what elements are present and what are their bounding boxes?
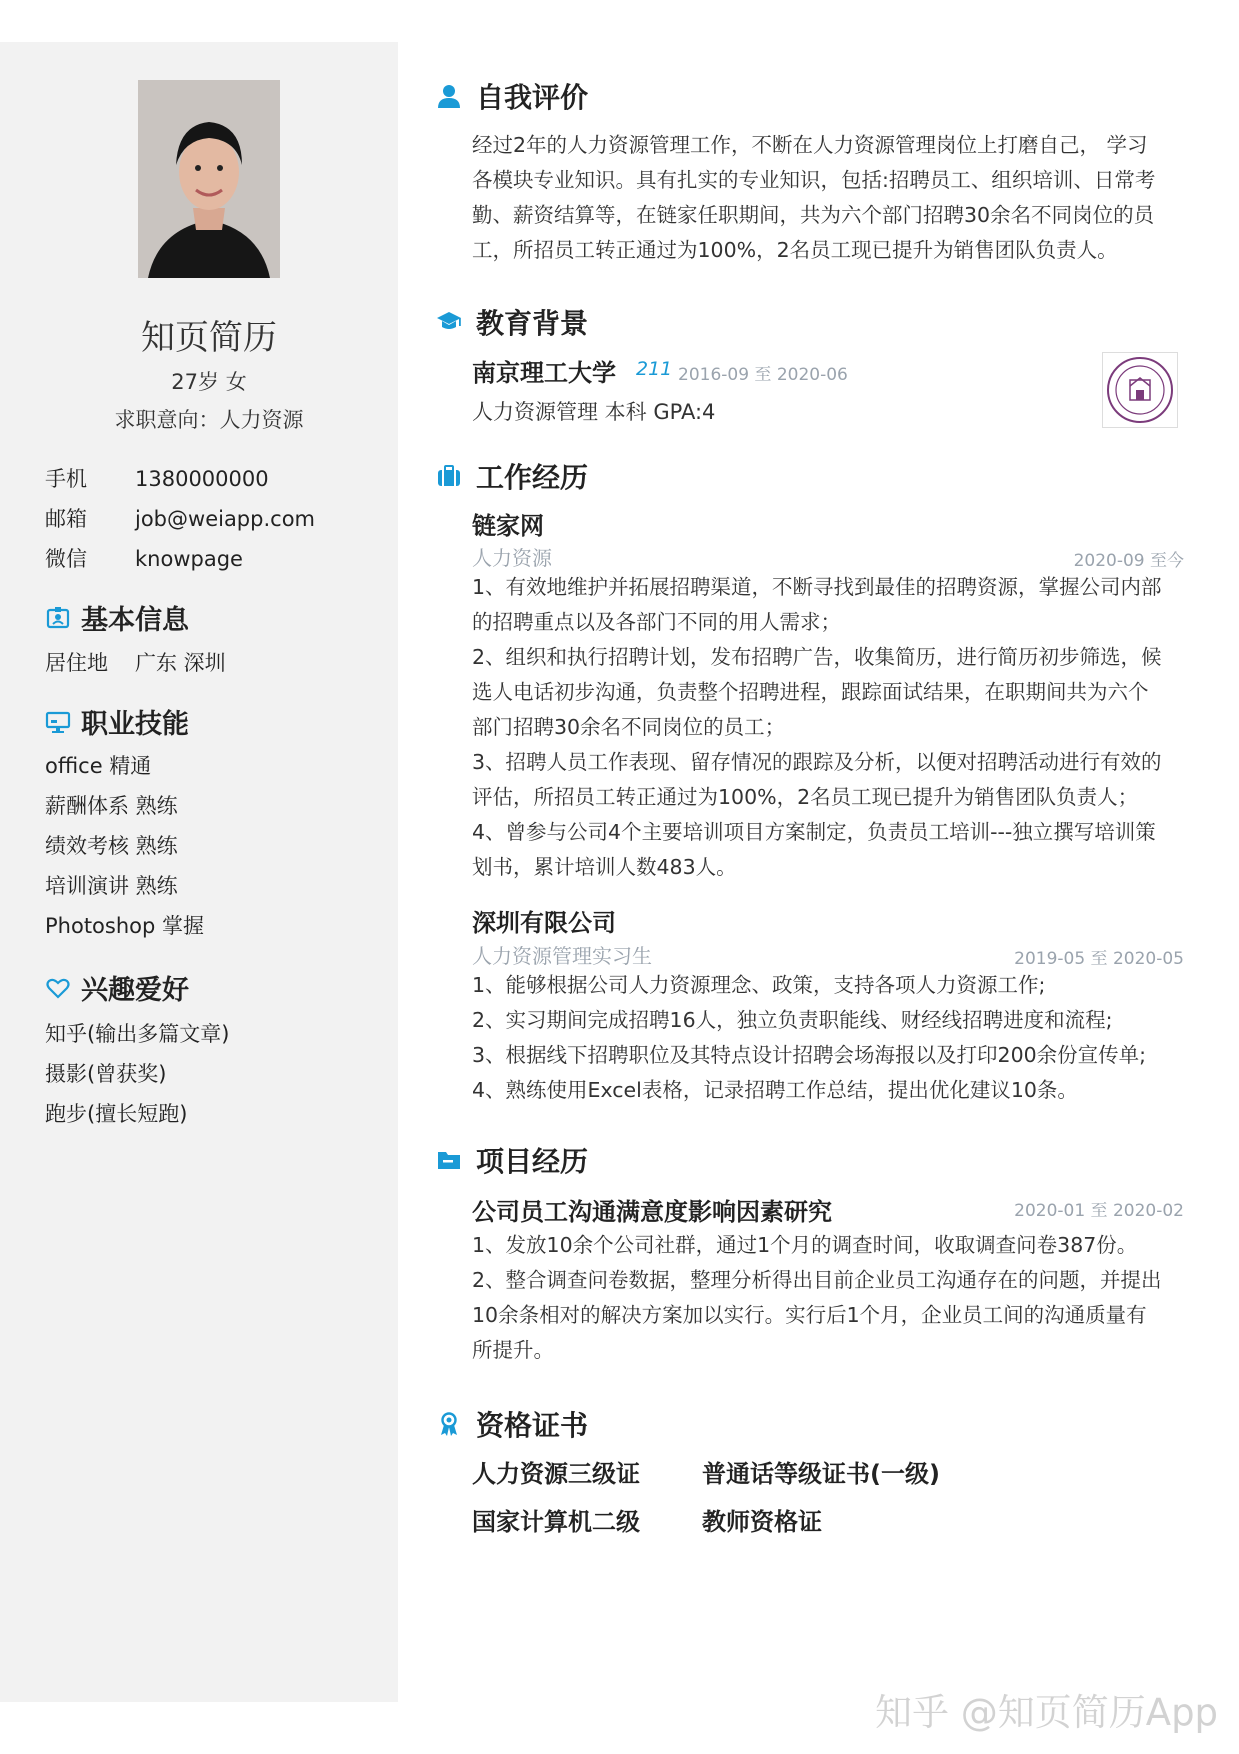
residence-label: 居住地 (45, 651, 108, 675)
skill-item: Photoshop 掌握 (45, 914, 205, 938)
profile-name: 知页简历 (141, 318, 277, 358)
text-line: 10余条相对的解决方案加以实行。实行后1个月，企业员工间的沟通质量有 (472, 1303, 1147, 1327)
text-line: 1、有效地维护并拓展招聘渠道，不断寻找到最佳的招聘资源，掌握公司内部 (472, 575, 1162, 599)
self-eval-heading (436, 76, 588, 116)
project-date: 2020-01 至 2020-02 (1014, 1201, 1184, 1221)
text-line: 勤、薪资结算等，在链家任职期间，共为六个部门招聘30余名不同岗位的员 (472, 203, 1155, 227)
award-ribbon-icon (436, 1411, 462, 1437)
text-line: 划书，累计培训人数483人。 (472, 855, 737, 879)
skills-heading (45, 702, 189, 741)
hobby-item: 知乎(输出多篇文章) (45, 1022, 230, 1046)
text-line: 的招聘重点以及各部门不同的用人需求； (472, 610, 841, 634)
project-name: 公司员工沟通满意度影响因素研究 (472, 1198, 832, 1226)
text-line: 工，所招员工转正通过为100%，2名员工现已提升为销售团队负责人。 (472, 238, 1118, 262)
certs-heading (436, 1404, 588, 1444)
contact-wechat (45, 543, 243, 573)
contact-label: 邮箱 (45, 507, 87, 531)
education-detail: 人力资源管理 本科 GPA:4 (472, 400, 716, 424)
work-title: 工作经历 (476, 461, 589, 494)
contact-phone (45, 463, 269, 493)
contact-value: job@weiapp.com (135, 507, 315, 531)
briefcase-icon (436, 463, 462, 489)
cert-item: 普通话等级证书(一级) (702, 1460, 940, 1488)
folder-icon (436, 1147, 462, 1173)
school-tag: 211 (636, 358, 673, 380)
self-eval-text (472, 128, 1188, 268)
job-description (472, 968, 1188, 1108)
skill-item: 薪酬体系 熟练 (45, 794, 178, 818)
hobby-item: 跑步(擅长短跑) (45, 1102, 188, 1126)
profile-intent: 求职意向：人力资源 (114, 408, 304, 432)
skills-title: 职业技能 (81, 709, 189, 740)
monitor-icon (45, 709, 71, 735)
school-seal-logo (1102, 352, 1178, 428)
id-card-icon (45, 605, 71, 631)
job-company: 深圳有限公司 (472, 909, 616, 937)
cert-item: 教师资格证 (702, 1508, 822, 1536)
skill-item: office 精通 (45, 754, 152, 778)
text-line: 2、组织和执行招聘计划，发布招聘广告，收集简历，进行简历初步筛选，候 (472, 645, 1162, 669)
text-line: 4、曾参与公司4个主要培训项目方案制定，负责员工培训---独立撰写培训策 (472, 820, 1156, 844)
text-line: 评估，所招员工转正通过为100%，2名员工现已提升为销售团队负责人； (472, 785, 1139, 809)
project-title: 项目经历 (476, 1145, 589, 1178)
person-icon (436, 83, 462, 109)
job-role: 人力资源管理实习生 (472, 944, 652, 968)
job-description (472, 570, 1188, 885)
watermark: 知乎 @知页简历App (875, 1691, 1219, 1734)
graduation-cap-icon (436, 309, 462, 335)
contact-label: 手机 (45, 467, 87, 491)
job-date: 2020-09 至今 (1073, 551, 1184, 571)
school-name: 南京理工大学 (472, 359, 616, 387)
education-heading (436, 302, 588, 342)
text-line: 经过2年的人力资源管理工作，不断在人力资源管理岗位上打磨自己， 学习 (472, 133, 1148, 157)
residence-row (45, 647, 226, 677)
certs-title: 资格证书 (476, 1409, 589, 1442)
text-line: 选人电话初步沟通，负责整个招聘进程，跟踪面试结果，在职期间共为六个 (472, 680, 1149, 704)
project-description (472, 1228, 1188, 1368)
text-line: 1、发放10余个公司社群，通过1个月的调查时间，收取调查问卷387份。 (472, 1233, 1138, 1257)
hobbies-title: 兴趣爱好 (81, 975, 189, 1006)
project-heading (436, 1140, 588, 1180)
basic-info-title: 基本信息 (81, 605, 189, 636)
contact-label: 微信 (45, 547, 87, 571)
basic-info-heading (45, 598, 189, 637)
hobbies-heading (45, 968, 189, 1007)
education-date: 2016-09 至 2020-06 (678, 365, 848, 385)
work-heading (436, 456, 588, 496)
text-line: 4、熟练使用Excel表格，记录招聘工作总结，提出优化建议10条。 (472, 1078, 1078, 1102)
skill-item: 培训演讲 熟练 (45, 874, 178, 898)
education-title: 教育背景 (476, 307, 589, 340)
text-line: 各模块专业知识。具有扎实的专业知识，包括:招聘员工、组织培训、日常考 (472, 168, 1156, 192)
text-line: 3、招聘人员工作表现、留存情况的跟踪及分析，以便对招聘活动进行有效的 (472, 750, 1162, 774)
text-line: 1、能够根据公司人力资源理念、政策，支持各项人力资源工作; (472, 973, 1046, 997)
job-company: 链家网 (472, 512, 544, 540)
text-line: 2、整合调查问卷数据，整理分析得出目前企业员工沟通存在的问题，并提出 (472, 1268, 1162, 1292)
self-eval-title: 自我评价 (476, 81, 589, 114)
profile-age-gender: 27岁 女 (171, 370, 247, 394)
job-role: 人力资源 (472, 546, 552, 570)
text-line: 3、根据线下招聘职位及其特点设计招聘会场海报以及打印200余份宣传单; (472, 1043, 1147, 1067)
heart-icon (45, 975, 71, 1001)
text-line: 2、实习期间完成招聘16人，独立负责职能线、财经线招聘进度和流程; (472, 1008, 1113, 1032)
residence-value: 广东 深圳 (135, 651, 226, 675)
profile-photo (138, 80, 280, 278)
contact-email (45, 503, 315, 533)
cert-item: 人力资源三级证 (472, 1460, 640, 1488)
contact-value: knowpage (135, 547, 243, 571)
text-line: 部门招聘30余名不同岗位的员工； (472, 715, 786, 739)
skill-item: 绩效考核 熟练 (45, 834, 178, 858)
cert-item: 国家计算机二级 (472, 1508, 640, 1536)
text-line: 所提升。 (472, 1338, 554, 1362)
job-date: 2019-05 至 2020-05 (1014, 949, 1184, 969)
contact-value: 1380000000 (135, 467, 269, 491)
hobby-item: 摄影(曾获奖) (45, 1062, 167, 1086)
